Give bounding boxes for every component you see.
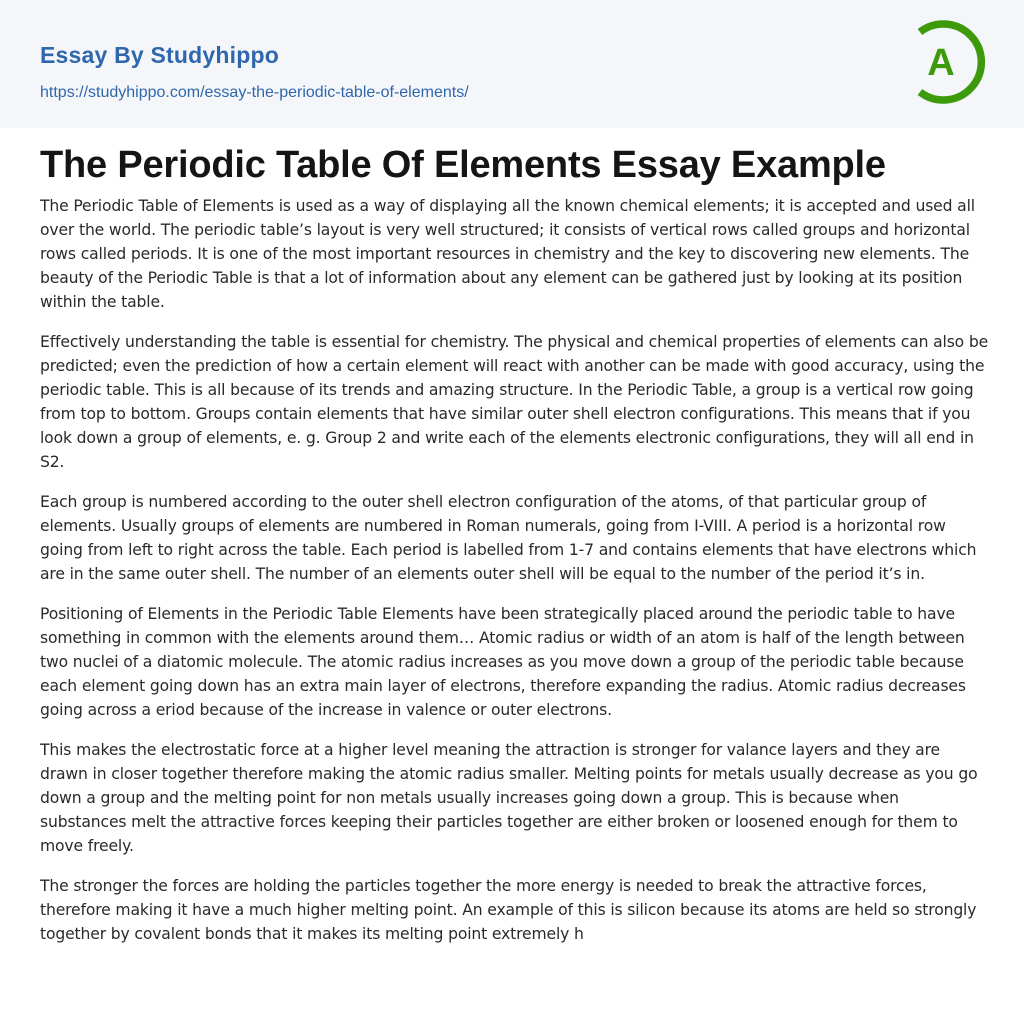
essay-body bbox=[40, 194, 990, 962]
page-title: The Periodic Table Of Elements Essay Example bbox=[40, 144, 886, 186]
essay-paragraph: The stronger the forces are holding the particles together the more energy is needed to break the attractive forces, therefore making it have a much higher melting point. An example of this is silicon because its atoms are held so strongly together by covalent bonds that it makes its melting point extremely h bbox=[40, 877, 977, 943]
essay-paragraph: This makes the electrostatic force at a higher level meaning the attraction is stronger for valance layers and they are drawn in closer together therefore making the atomic radius smaller. Melting points for metals usually decrease as you go down a group and the melting point for non metals usually increases going down a group. This is because when substances melt the attractive forces keeping their particles together are either broken or loosened enough for them to move freely. bbox=[40, 741, 978, 855]
studyhippo-logo-icon bbox=[900, 18, 988, 106]
essay-paragraph: Each group is numbered according to the outer shell electron configuration of the atoms, of that particular group of elements. Usually groups of elements are numbered in Roman numerals, going from I-VIII. A period is a horizontal row going from left to right across the table. Each period is labelled from 1-7 and contains elements that have electrons which are in the same outer shell. The number of an elements outer shell will be equal to the number of the period it’s in. bbox=[40, 493, 977, 583]
logo-letter: A bbox=[927, 42, 955, 84]
essay-paragraph: Effectively understanding the table is essential for chemistry. The physical and chemical properties of elements can also be predicted; even the prediction of how a certain element will react with another can be made with good accuracy, using the periodic table. This is all because of its trends and amazing structure. In the Periodic Table, a group is a vertical row going from top to bottom. Groups contain elements that have similar outer shell electron configurations. This means that if you look down a group of elements, e. g. Group 2 and write each of the elements electronic configurations, they will all end in S2. bbox=[40, 333, 989, 471]
source-url-link[interactable]: https://studyhippo.com/essay-the-periodic-table-of-elements/ bbox=[40, 84, 469, 101]
page-header bbox=[0, 0, 1024, 128]
essay-paragraph: The Periodic Table of Elements is used as a way of displaying all the known chemical elements; it is accepted and used all over the world. The periodic table’s layout is very well structured; it consists of vertical rows called groups and horizontal rows called periods. It is one of the most important resources in chemistry and the key to discovering new elements. The beauty of the Periodic Table is that a lot of information about any element can be gathered just by looking at its position within the table. bbox=[40, 197, 975, 311]
essay-paragraph: Positioning of Elements in the Periodic Table Elements have been strategically placed around the periodic table to have something in common with the elements around them… Atomic radius or width of an atom is half of the length between two nuclei of a diatomic molecule. The atomic radius increases as you move down a group of the periodic table because each element going down has an extra main layer of electrons, therefore expanding the radius. Atomic radius decreases going across a eriod because of the increase in valence or outer electrons. bbox=[40, 605, 966, 719]
brand-name: Essay By Studyhippo bbox=[40, 42, 279, 68]
